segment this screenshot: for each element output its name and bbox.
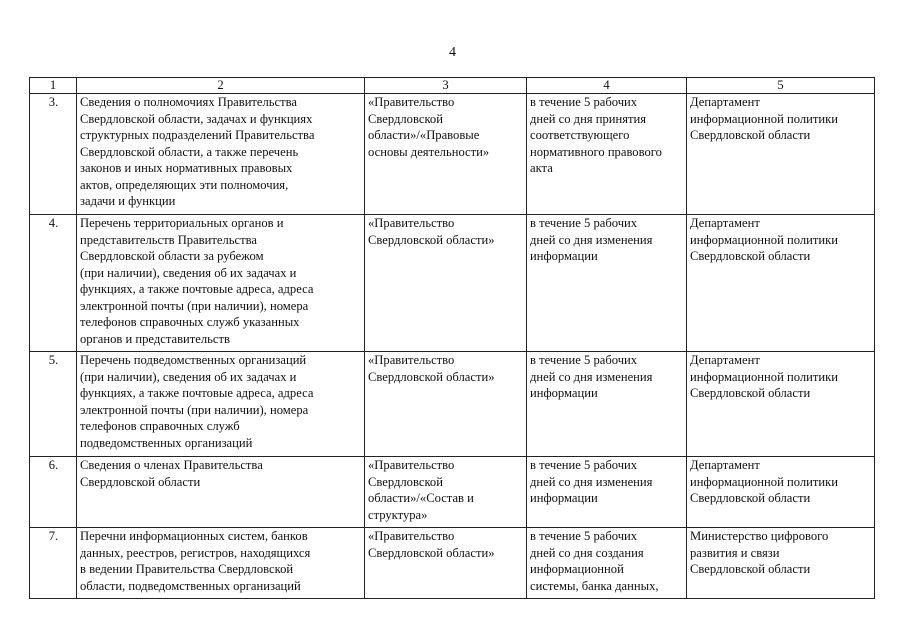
update-deadline: в течение 5 рабочих дней со дня изменения информации xyxy=(527,352,687,457)
update-deadline: в течение 5 рабочих дней со дня создания информационной системы, банка данных, xyxy=(527,528,687,599)
responsible-body: Департамент информационной политики Свердловской области xyxy=(687,215,875,352)
table-row xyxy=(30,352,875,457)
page-number: 4 xyxy=(449,45,456,60)
column-header: 3 xyxy=(365,78,527,94)
row-number: 6. xyxy=(30,457,77,528)
update-deadline: в течение 5 рабочих дней со дня изменения информации xyxy=(527,215,687,352)
responsible-body: Департамент информационной политики Свердловской области xyxy=(687,457,875,528)
row-number: 7. xyxy=(30,528,77,599)
table-row xyxy=(30,457,875,528)
table-row xyxy=(30,528,875,599)
info-description: Перечень территориальных органов и представительств Правительства Свердловской области за рубежом (при наличии), сведения об их задачах и функциях, а также почтовые адреса, адреса электронной почты (при наличии), номера телефонов справочных служб указанных органов и представительств xyxy=(77,215,365,352)
site-section: «Правительство Свердловской области»/«Состав и структура» xyxy=(365,457,527,528)
column-header: 2 xyxy=(77,78,365,94)
site-section: «Правительство Свердловской области»/«Правовые основы деятельности» xyxy=(365,94,527,215)
table-row xyxy=(30,94,875,215)
info-description: Сведения о полномочиях Правительства Свердловской области, задачах и функциях структурных подразделений Правительства Свердловской области, а также перечень законов и иных нормативных правовых актов, определяющих эти полномочия, задачи и функции xyxy=(77,94,365,215)
row-number: 5. xyxy=(30,352,77,457)
update-deadline: в течение 5 рабочих дней со дня принятия соответствующего нормативного правового акта xyxy=(527,94,687,215)
row-number: 3. xyxy=(30,94,77,215)
responsible-body: Департамент информационной политики Свердловской области xyxy=(687,94,875,215)
responsible-body: Департамент информационной политики Свердловской области xyxy=(687,352,875,457)
site-section: «Правительство Свердловской области» xyxy=(365,352,527,457)
column-header: 4 xyxy=(527,78,687,94)
column-header: 5 xyxy=(687,78,875,94)
info-description: Перечень подведомственных организаций (при наличии), сведения об их задачах и функциях, а также почтовые адреса, адреса электронной почты (при наличии), номера телефонов справочных служб подведомственных организаций xyxy=(77,352,365,457)
site-section: «Правительство Свердловской области» xyxy=(365,215,527,352)
row-number: 4. xyxy=(30,215,77,352)
site-section: «Правительство Свердловской области» xyxy=(365,528,527,599)
table-row xyxy=(30,215,875,352)
info-description: Сведения о членах Правительства Свердловской области xyxy=(77,457,365,528)
column-header: 1 xyxy=(30,78,77,94)
table-header-row xyxy=(30,78,875,94)
responsible-body: Министерство цифрового развития и связи Свердловской области xyxy=(687,528,875,599)
info-description: Перечни информационных систем, банков данных, реестров, регистров, находящихся в ведении Правительства Свердловской области, подведомственных организаций xyxy=(77,528,365,599)
update-deadline: в течение 5 рабочих дней со дня изменения информации xyxy=(527,457,687,528)
document-table xyxy=(29,77,875,599)
